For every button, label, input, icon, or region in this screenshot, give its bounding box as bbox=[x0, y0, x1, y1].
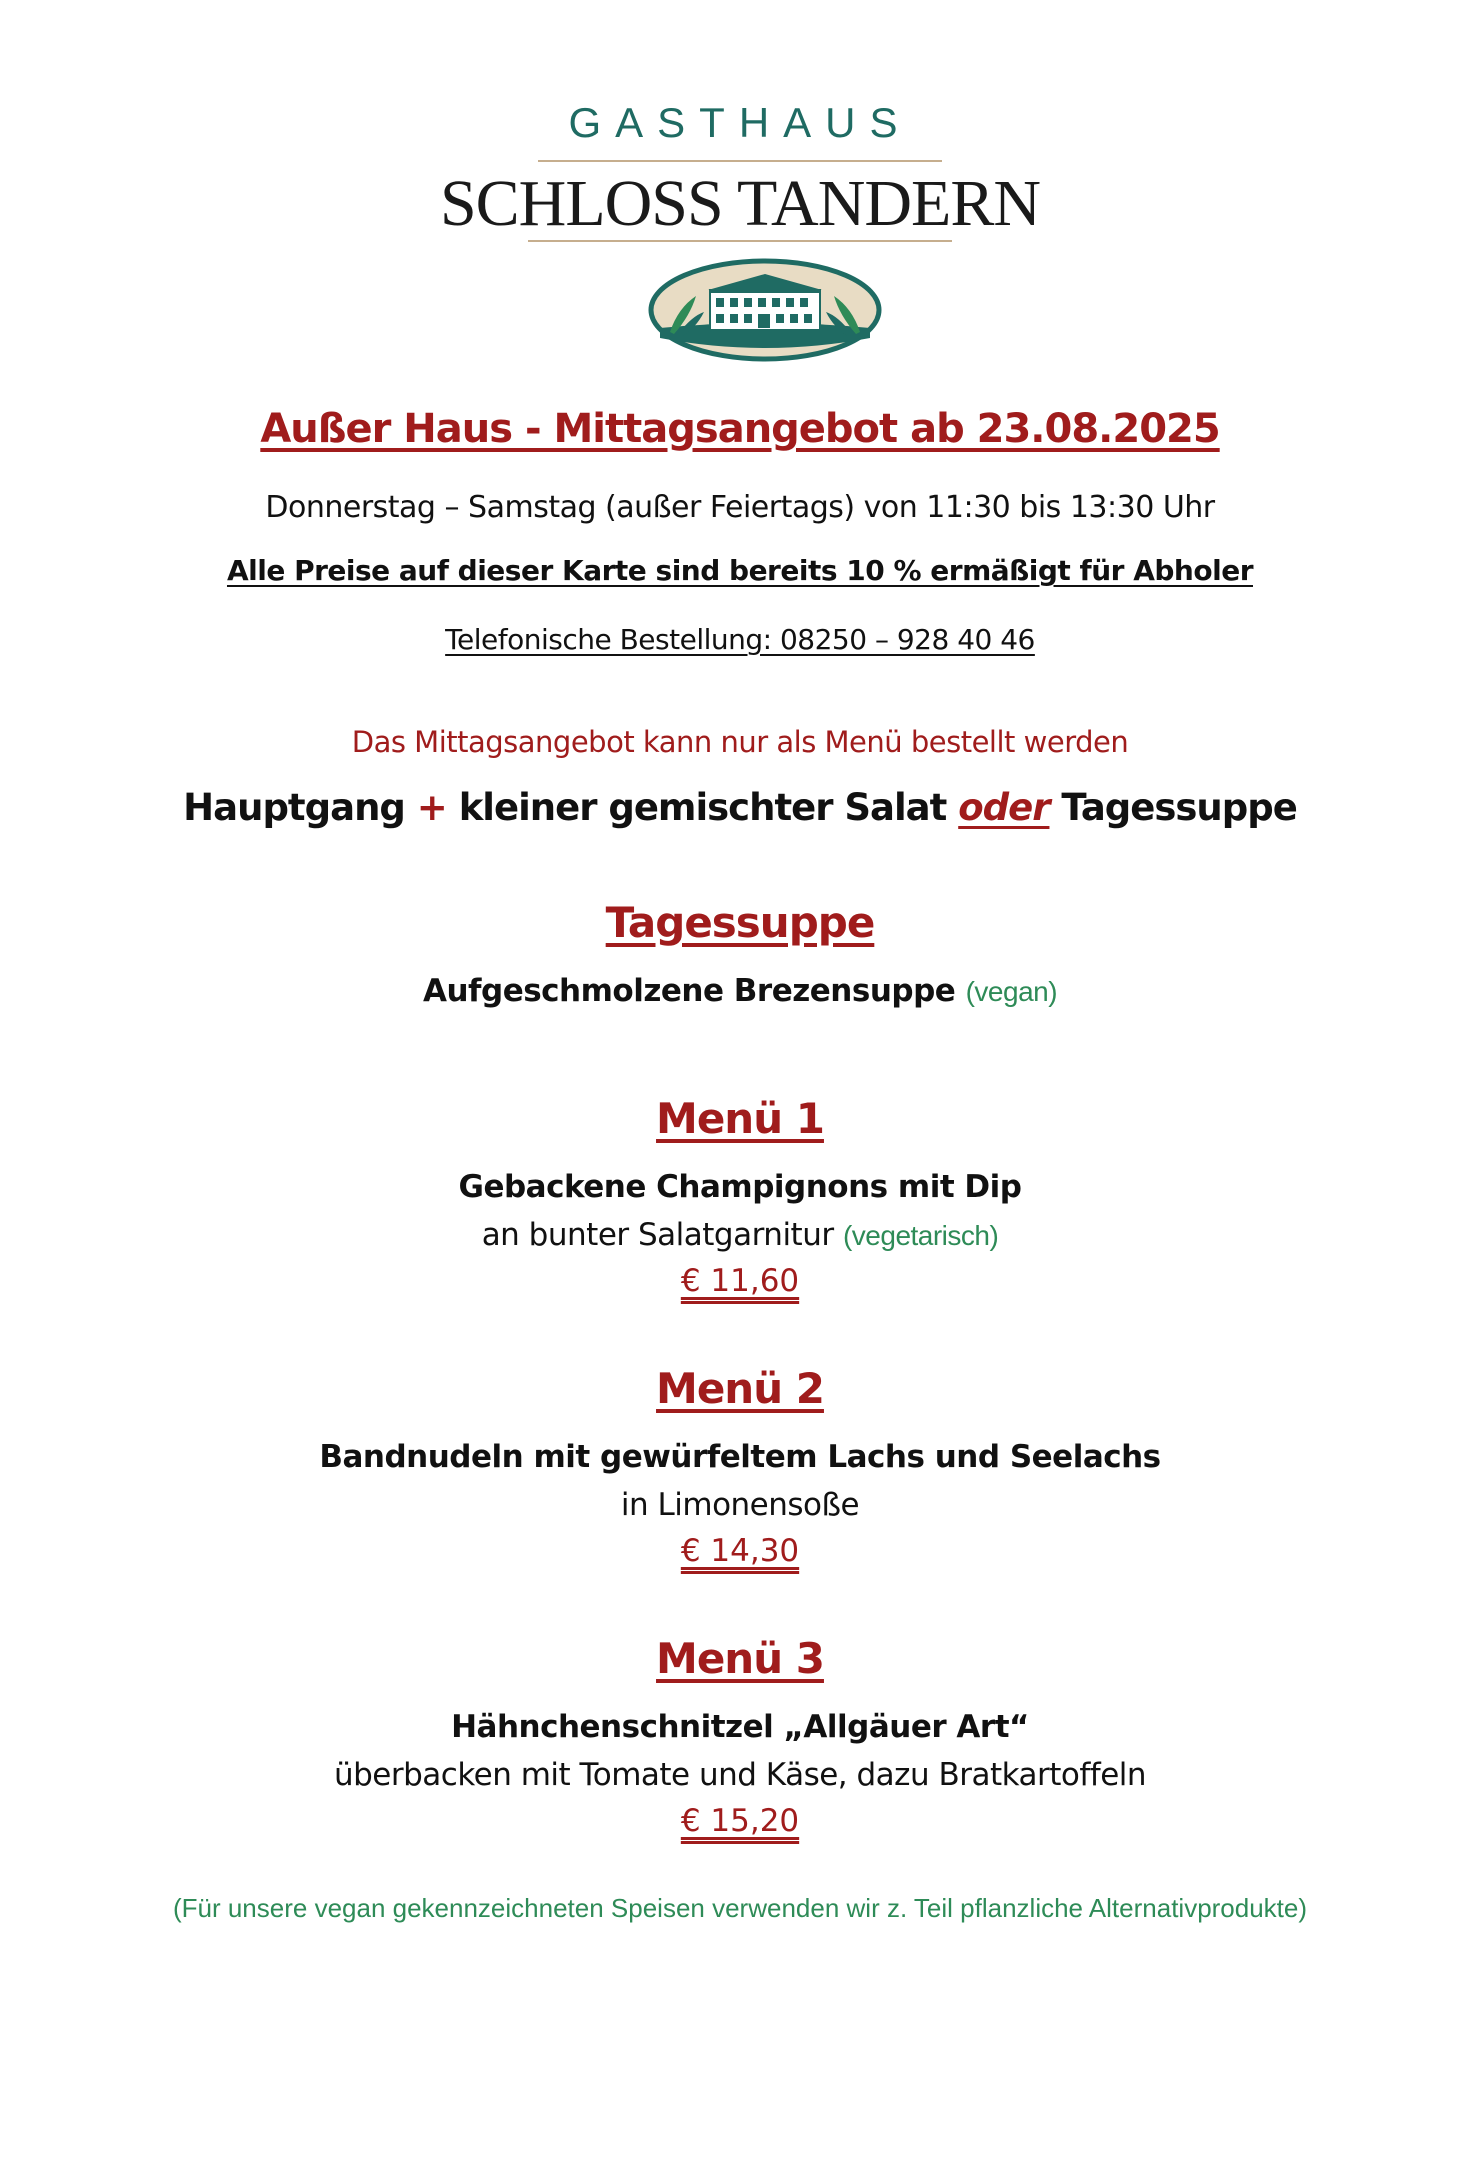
phone-order: Telefonische Bestellung: 08250 – 928 40 46 bbox=[445, 623, 1035, 656]
menu-1-heading: Menü 1 bbox=[656, 1094, 824, 1143]
menu-3-name: Hähnchenschnitzel „Allgäuer Art“ bbox=[451, 1709, 1029, 1745]
menu-2-heading: Menü 2 bbox=[656, 1364, 824, 1413]
castle-emblem-icon bbox=[648, 258, 882, 362]
menu-1-description: an bunter Salatgarnitur bbox=[481, 1217, 834, 1253]
menu-1-price: € 11,60 bbox=[680, 1263, 800, 1299]
page-title: Außer Haus - Mittagsangebot ab 23.08.2025 bbox=[260, 406, 1220, 452]
menu-1-description-line bbox=[0, 1212, 1480, 1259]
soup-name: Aufgeschmolzene Brezensuppe bbox=[422, 973, 956, 1009]
menu-only-notice: Das Mittagsangebot kann nur als Menü bestellt werden bbox=[351, 725, 1129, 759]
menu-3-heading: Menü 3 bbox=[656, 1634, 824, 1683]
menu-2-name: Bandnudeln mit gewürfeltem Lachs und Seelachs bbox=[319, 1439, 1161, 1475]
soup-dish bbox=[0, 968, 1480, 1015]
logo-gasthaus: GASTHAUS bbox=[568, 99, 912, 146]
menu-1-name: Gebackene Champignons mit Dip bbox=[458, 1169, 1022, 1205]
menu-3-description: überbacken mit Tomate und Käse, dazu Bratkartoffeln bbox=[333, 1757, 1147, 1793]
menu-2-description: in Limonensoße bbox=[620, 1487, 860, 1523]
soup-tag: (vegan) bbox=[965, 976, 1058, 1007]
combo-salad: kleiner gemischter Salat bbox=[458, 786, 947, 829]
combo-main-course: Hauptgang bbox=[183, 786, 405, 829]
combo-or: oder bbox=[958, 786, 1050, 829]
logo-divider-bottom bbox=[528, 240, 952, 242]
vegan-footnote: (Für unsere vegan gekennzeichneten Speisen verwenden wir z. Teil pflanzliche Alternativprodukte) bbox=[172, 1893, 1308, 1923]
menu-3-price: € 15,20 bbox=[680, 1803, 800, 1839]
combo-soup: Tagessuppe bbox=[1061, 786, 1297, 829]
opening-hours: Donnerstag – Samstag (außer Feiertags) von 11:30 bis 13:30 Uhr bbox=[265, 490, 1215, 525]
menu-1-tag: (vegetarisch) bbox=[842, 1220, 999, 1251]
menu-2-price: € 14,30 bbox=[680, 1533, 800, 1569]
logo-name: SCHLOSS TANDERN bbox=[439, 167, 1041, 240]
menu-combination bbox=[0, 780, 1480, 836]
price-note: Alle Preise auf dieser Karte sind bereits 10 % ermäßigt für Abholer bbox=[226, 554, 1253, 587]
logo-divider-top bbox=[538, 160, 942, 162]
combo-plus: + bbox=[416, 786, 447, 829]
soup-heading: Tagessuppe bbox=[605, 898, 875, 947]
